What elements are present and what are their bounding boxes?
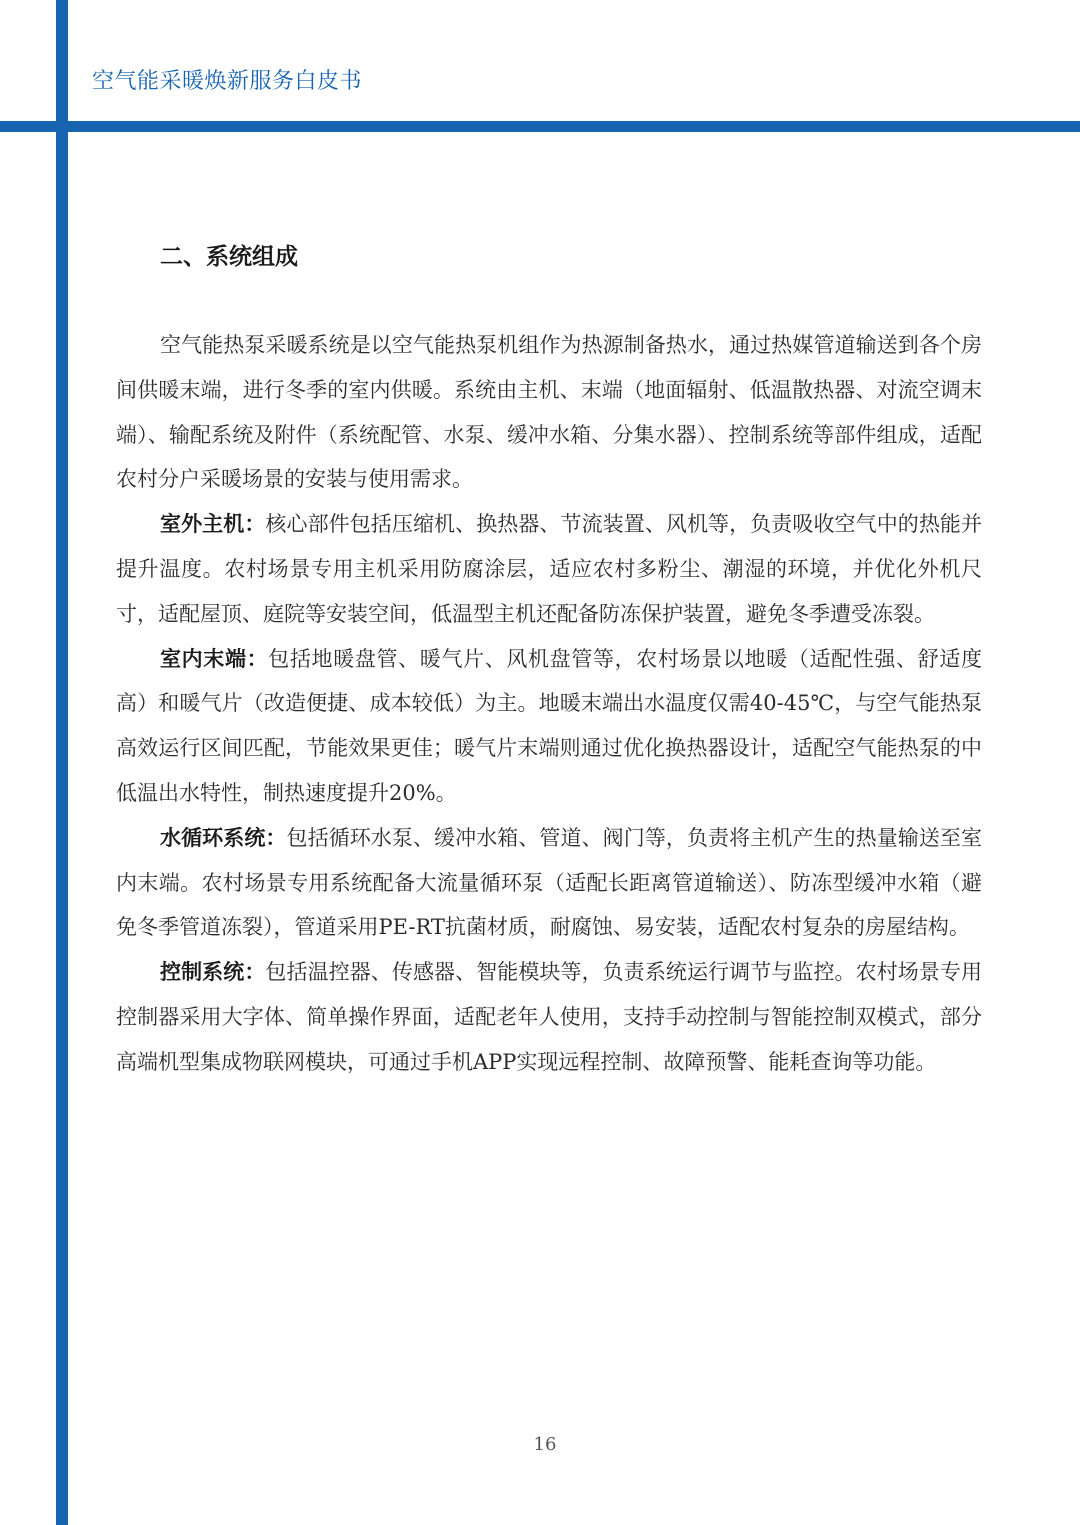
paragraph-outdoor-unit-text: 核心部件包括压缩机、换热器、节流装置、风机等，负责吸收空气中的热能并提升温度。农村场景专用主机采用防腐涂层，适应农村多粉尘、潮湿的环境，并优化外机尺寸，适配屋顶、庭院等安装空间，低温型主机还配备防冻保护装置，避免冬季遭受冻裂。 bbox=[116, 512, 983, 626]
paragraph-control-system bbox=[116, 950, 982, 1084]
paragraph-control-system-text: 包括温控器、传感器、智能模块等，负责系统运行调节与监控。农村场景专用控制器采用大字体、简单操作界面，适配老年人使用，支持手动控制与智能控制双模式，部分高端机型集成物联网模块，可通过手机APP实现远程控制、故障预警、能耗查询等功能。 bbox=[116, 960, 983, 1074]
header-accent-bar bbox=[0, 121, 1080, 132]
paragraph-water-circulation-label: 水循环系统： bbox=[160, 825, 287, 850]
paragraph-indoor-terminal-text: 包括地暖盘管、暖气片、风机盘管等，农村场景以地暖（适配性强、舒适度高）和暖气片（改造便捷、成本较低）为主。地暖末端出水温度仅需40-45℃，与空气能热泵高效运行区间匹配，节能效果更佳；暖气片末端则通过优化换热器设计，适配空气能热泵的中低温出水特性，制热速度提升20%。 bbox=[116, 646, 983, 805]
paragraph-outdoor-unit bbox=[116, 502, 982, 636]
page-number: 16 bbox=[533, 1434, 557, 1455]
paragraph-outdoor-unit-label: 室外主机： bbox=[160, 512, 266, 537]
paragraph-intro bbox=[116, 323, 982, 502]
running-header-title: 空气能采暖焕新服务白皮书 bbox=[92, 69, 363, 94]
body-content bbox=[116, 323, 982, 1085]
paragraph-intro-text: 空气能热泵采暖系统是以空气能热泵机组作为热源制备热水，通过热媒管道输送到各个房间供暖末端，进行冬季的室内供暖。系统由主机、末端（地面辐射、低温散热器、对流空调末端）、输配系统及附件（系统配管、水泵、缓冲水箱、分集水器）、控制系统等部件组成，适配农村分户采暖场景的安装与使用需求。 bbox=[116, 333, 982, 492]
left-accent-bar bbox=[56, 0, 68, 1525]
paragraph-water-circulation-text: 包括循环水泵、缓冲水箱、管道、阀门等，负责将主机产生的热量输送至室内末端。农村场景专用系统配备大流量循环泵（适配长距离管道输送）、防冻型缓冲水箱（避免冬季管道冻裂），管道采用PE-RT抗菌材质，耐腐蚀、易安装，适配农村复杂的房屋结构。 bbox=[116, 825, 983, 940]
paragraph-control-system-label: 控制系统： bbox=[160, 960, 266, 985]
section-heading: 二、系统组成 bbox=[160, 244, 298, 270]
paragraph-indoor-terminal bbox=[116, 637, 982, 816]
paragraph-indoor-terminal-label: 室内末端： bbox=[160, 646, 269, 671]
paragraph-water-circulation bbox=[116, 816, 982, 950]
